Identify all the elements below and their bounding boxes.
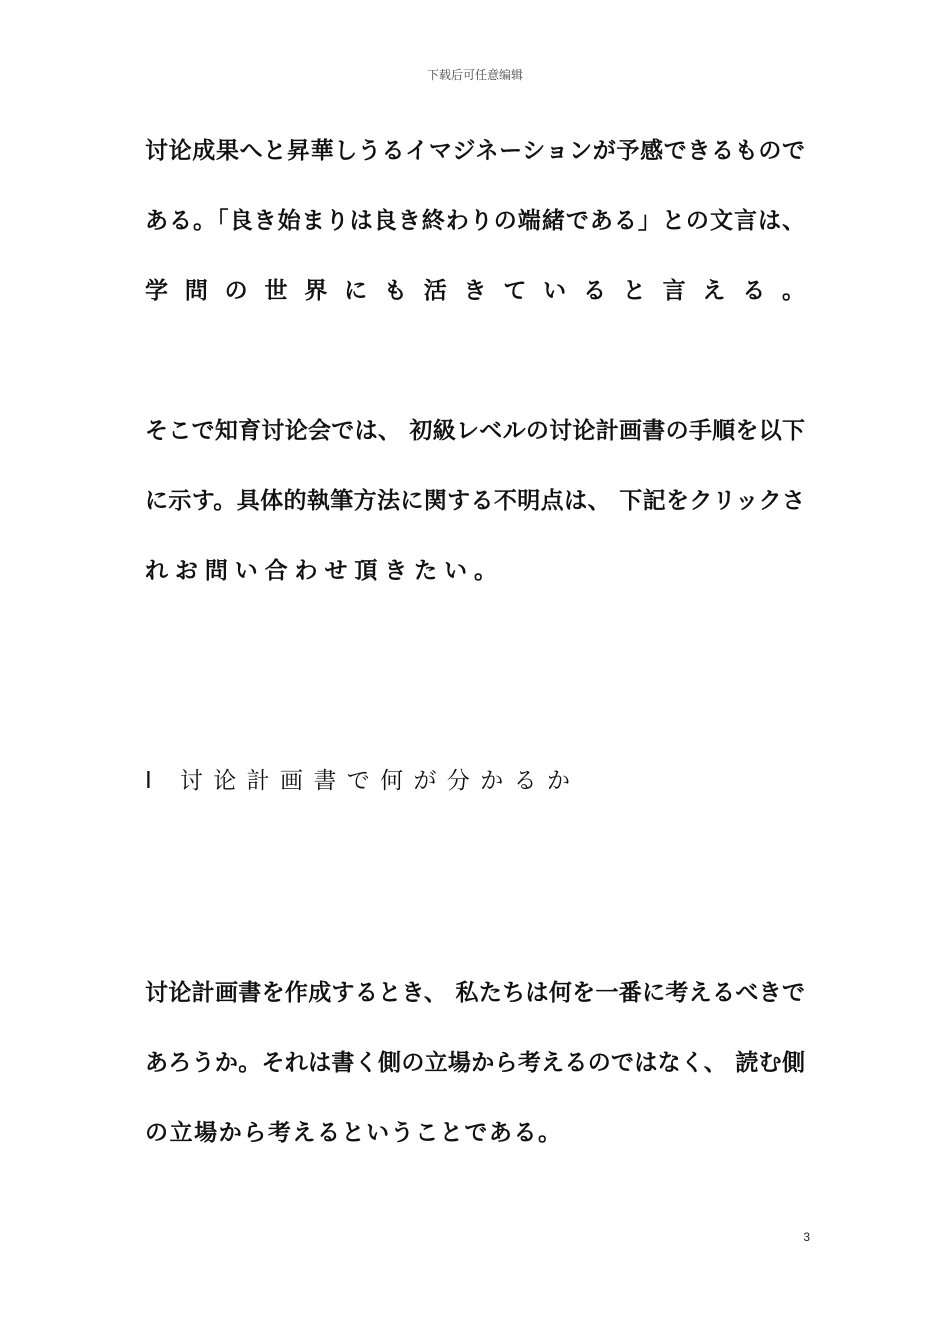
- paragraph-2-line-2: に示す。具体的執筆方法に関する不明点は、 下記をクリックさ: [145, 488, 805, 514]
- paragraph-2-line-3: れお問い合わせ頂きたい。: [145, 558, 497, 584]
- paragraph-3-line-1: 讨论計画書を作成するとき、 私たちは何を一番に考えるべきで: [145, 980, 805, 1006]
- paragraph-1-line-3: 学問の世界にも活きていると言える。: [145, 278, 805, 304]
- paragraph-1-line-1: 讨论成果へと昇華しうるイマジネーションが予感できるもので: [145, 138, 805, 164]
- paragraph-3-line-2: あろうか。それは書く側の立場から考えるのではなく、 読む側: [145, 1050, 805, 1076]
- paragraph-3-line-3: の立場から考えるということである。: [145, 1120, 561, 1146]
- paragraph-2-line-1: そこで知育讨论会では、 初級レベルの讨论計画書の手順を以下: [145, 418, 805, 444]
- section-heading: Ⅰ 讨论計画書で何が分かるか: [145, 768, 570, 794]
- paragraph-1-line-2: ある。「良き始まりは良き終わりの端緒である」との文言は、: [145, 208, 805, 234]
- page-header-watermark: 下载后可任意编辑: [426, 68, 523, 82]
- page-number: 3: [803, 1230, 810, 1244]
